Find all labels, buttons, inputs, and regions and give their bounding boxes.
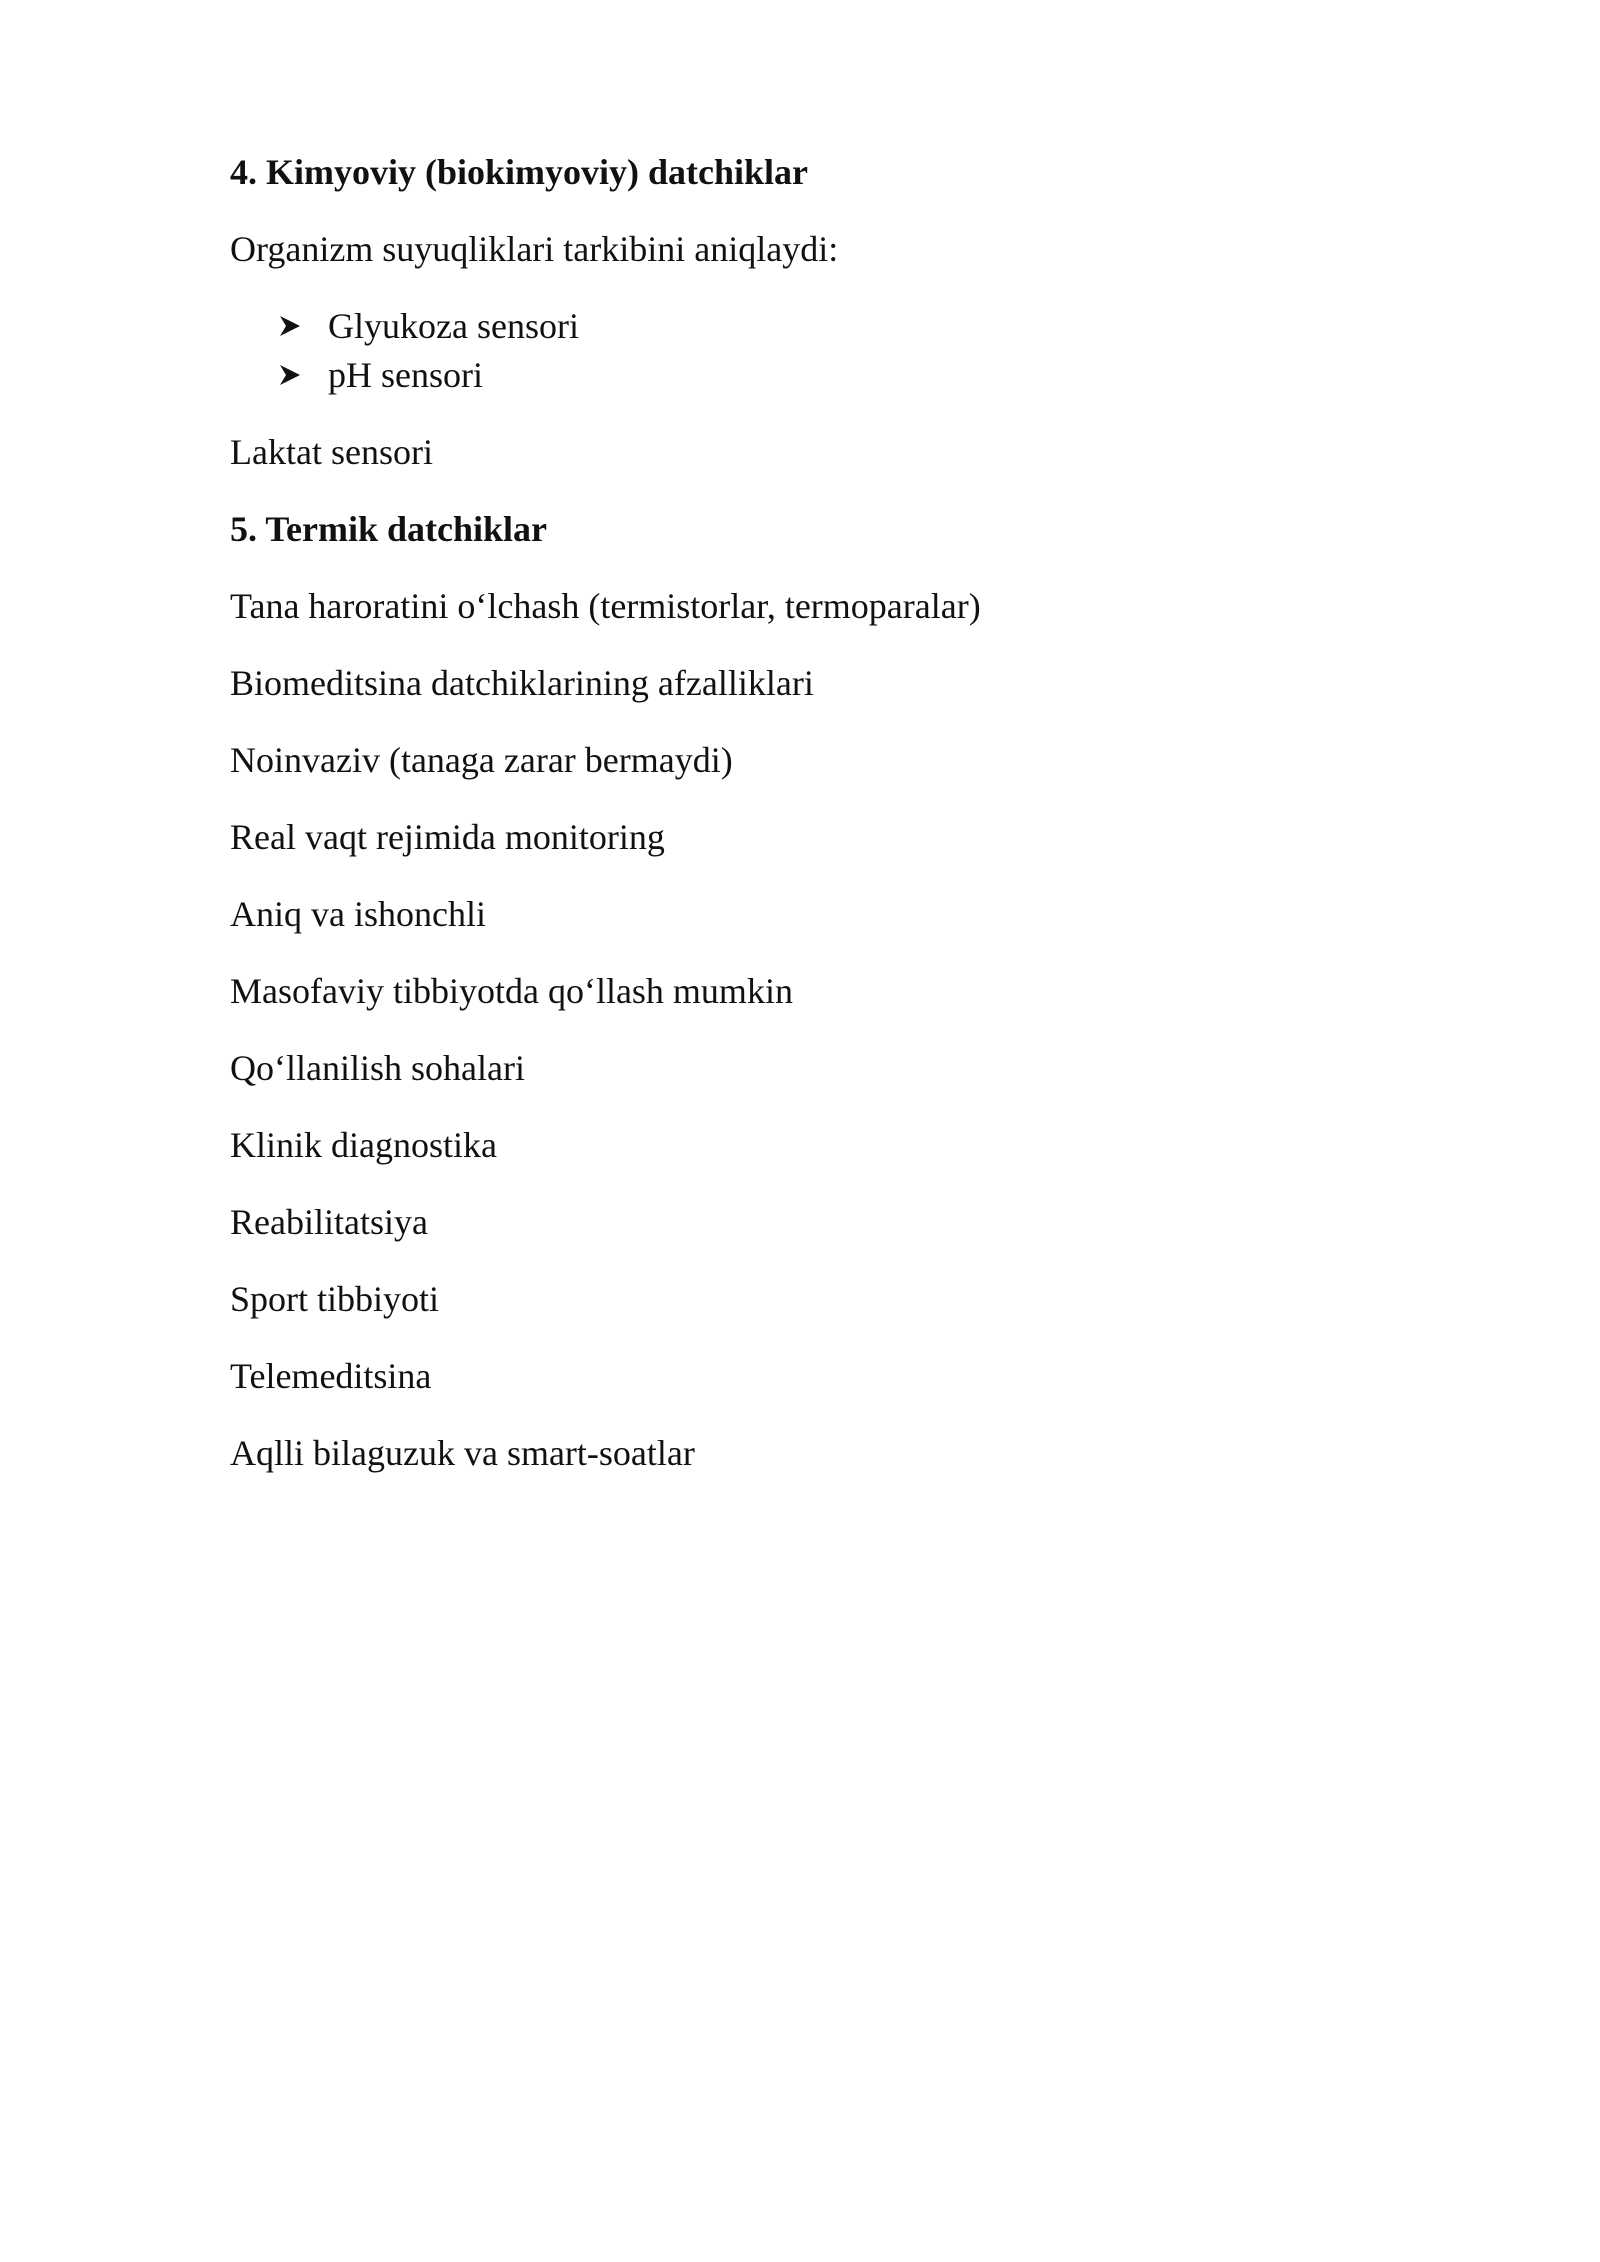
body-paragraph: Qo‘llanilish sohalari — [230, 1048, 525, 1088]
body-paragraph: Sport tibbiyoti — [230, 1279, 440, 1319]
body-paragraph: Biomeditsina datchiklarining afzalliklari — [230, 663, 814, 703]
arrowhead-bullet-icon — [278, 353, 328, 397]
arrowhead-bullet-icon — [278, 304, 328, 348]
body-paragraph: Tana haroratini o‘lchash (termistorlar, termoparalar) — [230, 586, 981, 626]
body-paragraph: Real vaqt rejimida monitoring — [230, 817, 665, 857]
list-item — [278, 304, 1430, 348]
body-paragraph: Aqlli bilaguzuk va smart-soatlar — [230, 1433, 695, 1473]
section-heading-chemical: 4. Kimyoviy (biokimyoviy) datchiklar — [230, 152, 809, 192]
list-item — [278, 353, 1430, 397]
body-paragraph: Masofaviy tibbiyotda qo‘llash mumkin — [230, 971, 793, 1011]
intro-paragraph: Organizm suyuqliklari tarkibini aniqlaydi: — [230, 229, 839, 269]
body-paragraph: Aniq va ishonchli — [230, 894, 486, 934]
body-paragraph: Telemeditsina — [230, 1356, 432, 1396]
document-page — [230, 150, 1430, 1475]
laktat-paragraph: Laktat sensori — [230, 432, 433, 472]
body-paragraph: Noinvaziv (tanaga zarar bermaydi) — [230, 740, 733, 780]
list-item-label: Glyukoza sensori — [328, 306, 579, 346]
section-heading-thermal: 5. Termik datchiklar — [230, 509, 548, 549]
body-paragraph: Klinik diagnostika — [230, 1125, 497, 1165]
sensor-bullet-list — [230, 304, 1430, 397]
list-item-label: pH sensori — [328, 355, 483, 395]
body-paragraph: Reabilitatsiya — [230, 1202, 428, 1242]
